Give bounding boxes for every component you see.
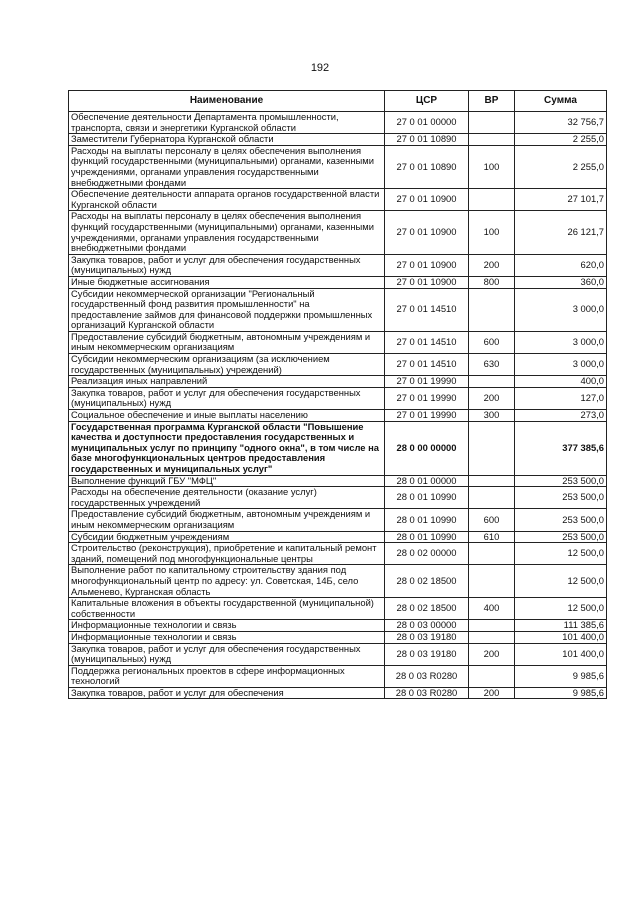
- cell-sum: 273,0: [515, 410, 607, 422]
- cell-vr: 630: [469, 354, 515, 376]
- cell-csr: 27 0 01 14510: [385, 331, 469, 353]
- cell-csr: 28 0 02 00000: [385, 543, 469, 565]
- cell-sum: 253 500,0: [515, 531, 607, 543]
- cell-name: Расходы на выплаты персоналу в целях обеспечения выполнения функций государственными (муниципальными) органами, казенными учреждениями, органами управления государственными внебюджетными фондами: [69, 211, 385, 254]
- table-row: [69, 487, 607, 509]
- table-row: [69, 254, 607, 276]
- cell-csr: 28 0 03 R0280: [385, 665, 469, 687]
- cell-name: Субсидии некоммерческим организациям (за исключением государственных (муниципальных) учреждений): [69, 354, 385, 376]
- cell-name: Расходы на выплаты персоналу в целях обеспечения выполнения функций государственными (муниципальными) органами, казенными учреждениями, органами управления государственными внебюджетными фондами: [69, 145, 385, 188]
- cell-vr: 200: [469, 387, 515, 409]
- cell-vr: 200: [469, 254, 515, 276]
- table-row: [69, 288, 607, 331]
- cell-sum: 400,0: [515, 376, 607, 388]
- cell-name: Капитальные вложения в объекты государственной (муниципальной) собственности: [69, 598, 385, 620]
- cell-sum: 253 500,0: [515, 487, 607, 509]
- cell-sum: 12 500,0: [515, 598, 607, 620]
- cell-csr: 27 0 01 14510: [385, 354, 469, 376]
- table-row: [69, 531, 607, 543]
- cell-name: Закупка товаров, работ и услуг для обеспечения государственных (муниципальных) нужд: [69, 643, 385, 665]
- cell-name: Реализация иных направлений: [69, 376, 385, 388]
- table-row: [69, 211, 607, 254]
- table-row: [69, 643, 607, 665]
- budget-table: [68, 90, 607, 699]
- cell-sum: 26 121,7: [515, 211, 607, 254]
- cell-name: Выполнение функций ГБУ "МФЦ": [69, 475, 385, 487]
- cell-vr: [469, 620, 515, 632]
- table-row: [69, 112, 607, 134]
- cell-csr: 28 0 03 19180: [385, 631, 469, 643]
- cell-vr: [469, 421, 515, 475]
- cell-name: Иные бюджетные ассигнования: [69, 276, 385, 288]
- cell-vr: [469, 189, 515, 211]
- cell-sum: 3 000,0: [515, 288, 607, 331]
- cell-csr: 28 0 00 00000: [385, 421, 469, 475]
- cell-sum: 12 500,0: [515, 565, 607, 598]
- table-row: [69, 687, 607, 699]
- cell-sum: 253 500,0: [515, 475, 607, 487]
- table-header-row: [69, 91, 607, 112]
- cell-sum: 3 000,0: [515, 331, 607, 353]
- cell-vr: [469, 487, 515, 509]
- table-row: [69, 598, 607, 620]
- cell-name: Предоставление субсидий бюджетным, автономным учреждениям и иным некоммерческим организациям: [69, 509, 385, 531]
- table-row: [69, 145, 607, 188]
- cell-name: Выполнение работ по капитальному строительству здания под многофункциональный центр по адресу: ул. Советская, 14Б, село Альменево, Курганская область: [69, 565, 385, 598]
- cell-vr: 200: [469, 643, 515, 665]
- cell-sum: 127,0: [515, 387, 607, 409]
- cell-sum: 101 400,0: [515, 643, 607, 665]
- cell-csr: 28 0 02 18500: [385, 598, 469, 620]
- table-row: [69, 543, 607, 565]
- cell-sum: 253 500,0: [515, 509, 607, 531]
- cell-vr: 200: [469, 687, 515, 699]
- cell-name: Государственная программа Курганской области "Повышение качества и доступности предоставления государственных и муниципальных услуг по принципу "одного окна", в том числе на базе многофункциональных центров предоставления государственных и муниципальных услуг": [69, 421, 385, 475]
- cell-csr: 27 0 01 19990: [385, 387, 469, 409]
- cell-csr: 27 0 01 10900: [385, 189, 469, 211]
- table-row: [69, 331, 607, 353]
- header-csr: ЦСР: [385, 91, 469, 112]
- cell-name: Строительство (реконструкция), приобретение и капитальный ремонт зданий, помещений под многофункциональные центры: [69, 543, 385, 565]
- cell-vr: [469, 134, 515, 146]
- cell-csr: 27 0 01 10900: [385, 211, 469, 254]
- cell-csr: 28 0 01 10990: [385, 509, 469, 531]
- table-row: [69, 387, 607, 409]
- table-row: [69, 376, 607, 388]
- cell-vr: 600: [469, 509, 515, 531]
- cell-name: Информационные технологии и связь: [69, 620, 385, 632]
- cell-sum: 620,0: [515, 254, 607, 276]
- cell-csr: 28 0 03 19180: [385, 643, 469, 665]
- cell-name: Информационные технологии и связь: [69, 631, 385, 643]
- cell-vr: [469, 631, 515, 643]
- cell-csr: 27 0 01 00000: [385, 112, 469, 134]
- cell-sum: 27 101,7: [515, 189, 607, 211]
- cell-vr: [469, 565, 515, 598]
- cell-csr: 27 0 01 14510: [385, 288, 469, 331]
- cell-vr: [469, 288, 515, 331]
- table-body: [69, 112, 607, 699]
- table-row: [69, 421, 607, 475]
- cell-csr: 28 0 02 18500: [385, 565, 469, 598]
- cell-csr: 28 0 01 00000: [385, 475, 469, 487]
- cell-csr: 27 0 01 10900: [385, 276, 469, 288]
- cell-sum: 2 255,0: [515, 145, 607, 188]
- cell-csr: 27 0 01 19990: [385, 410, 469, 422]
- cell-vr: 800: [469, 276, 515, 288]
- table-row: [69, 665, 607, 687]
- cell-vr: 100: [469, 211, 515, 254]
- cell-csr: 28 0 03 R0280: [385, 687, 469, 699]
- cell-name: Закупка товаров, работ и услуг для обеспечения государственных (муниципальных) нужд: [69, 387, 385, 409]
- cell-vr: [469, 376, 515, 388]
- cell-vr: [469, 543, 515, 565]
- table-row: [69, 410, 607, 422]
- cell-name: Закупка товаров, работ и услуг для обеспечения государственных (муниципальных) нужд: [69, 254, 385, 276]
- cell-vr: 610: [469, 531, 515, 543]
- cell-name: Предоставление субсидий бюджетным, автономным учреждениям и иным некоммерческим организациям: [69, 331, 385, 353]
- table-row: [69, 620, 607, 632]
- cell-vr: 100: [469, 145, 515, 188]
- table-row: [69, 565, 607, 598]
- cell-csr: 28 0 01 10990: [385, 531, 469, 543]
- cell-name: Закупка товаров, работ и услуг для обеспечения: [69, 687, 385, 699]
- cell-csr: 27 0 01 10900: [385, 254, 469, 276]
- header-name: Наименование: [69, 91, 385, 112]
- cell-sum: 9 985,6: [515, 687, 607, 699]
- table-row: [69, 134, 607, 146]
- cell-csr: 27 0 01 19990: [385, 376, 469, 388]
- table-row: [69, 631, 607, 643]
- page-number: 192: [310, 62, 330, 74]
- cell-name: Обеспечение деятельности Департамента промышленности, транспорта, связи и энергетики Курганской области: [69, 112, 385, 134]
- table-row: [69, 276, 607, 288]
- cell-name: Субсидии некоммерческой организации "Региональный государственный фонд развития промышленности" на предоставление займов для финансовой поддержки промышленных организаций Курганской области: [69, 288, 385, 331]
- cell-csr: 28 0 01 10990: [385, 487, 469, 509]
- table-row: [69, 509, 607, 531]
- table-row: [69, 475, 607, 487]
- cell-vr: 400: [469, 598, 515, 620]
- cell-sum: 3 000,0: [515, 354, 607, 376]
- header-vr: ВР: [469, 91, 515, 112]
- cell-sum: 101 400,0: [515, 631, 607, 643]
- cell-sum: 32 756,7: [515, 112, 607, 134]
- cell-sum: 9 985,6: [515, 665, 607, 687]
- cell-name: Расходы на обеспечение деятельности (оказание услуг) государственных учреждений: [69, 487, 385, 509]
- cell-name: Субсидии бюджетным учреждениям: [69, 531, 385, 543]
- cell-vr: [469, 475, 515, 487]
- cell-csr: 28 0 03 00000: [385, 620, 469, 632]
- cell-sum: 111 385,6: [515, 620, 607, 632]
- table-row: [69, 354, 607, 376]
- table-row: [69, 189, 607, 211]
- cell-csr: 27 0 01 10890: [385, 134, 469, 146]
- cell-name: Заместители Губернатора Курганской области: [69, 134, 385, 146]
- cell-sum: 2 255,0: [515, 134, 607, 146]
- cell-sum: 360,0: [515, 276, 607, 288]
- cell-name: Обеспечение деятельности аппарата органов государственной власти Курганской области: [69, 189, 385, 211]
- cell-vr: [469, 112, 515, 134]
- cell-sum: 12 500,0: [515, 543, 607, 565]
- header-sum: Сумма: [515, 91, 607, 112]
- cell-name: Социальное обеспечение и иные выплаты населению: [69, 410, 385, 422]
- cell-csr: 27 0 01 10890: [385, 145, 469, 188]
- cell-name: Поддержка региональных проектов в сфере информационных технологий: [69, 665, 385, 687]
- cell-vr: 600: [469, 331, 515, 353]
- cell-vr: [469, 665, 515, 687]
- cell-vr: 300: [469, 410, 515, 422]
- cell-sum: 377 385,6: [515, 421, 607, 475]
